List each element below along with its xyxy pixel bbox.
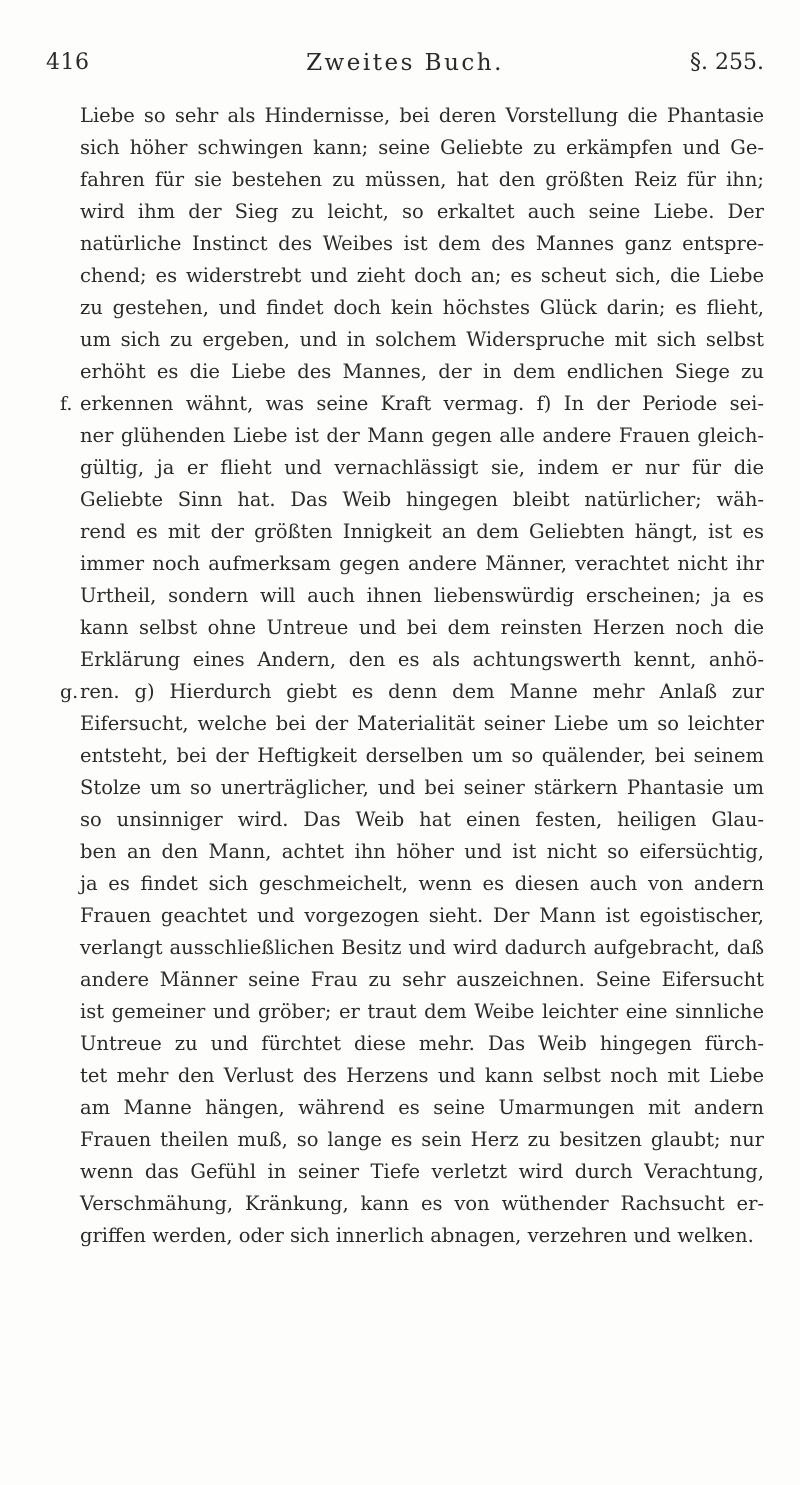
- running-title: Zweites Buch.: [306, 50, 504, 76]
- section-number: §. 255.: [690, 50, 764, 75]
- text-line: wenn das Gefühl in seiner Tiefe verletzt wird durch Verachtung,: [80, 1160, 764, 1183]
- text-line-with-note: [60, 676, 764, 708]
- text-line: chend; es widerstrebt und zieht doch an; es scheut sich, die Liebe: [80, 264, 764, 287]
- text-line: Erklärung eines Andern, den es als achtungswerth kennt, anhö-: [80, 648, 764, 671]
- text-line: ner glühenden Liebe ist der Mann gegen alle andere Frauen gleich-: [80, 424, 764, 447]
- text-line-with-note: [60, 388, 764, 420]
- margin-note-f: f.: [60, 393, 73, 415]
- text-line: sich höher schwingen kann; seine Geliebte zu erkämpfen und Ge-: [80, 136, 764, 159]
- text-line: kann selbst ohne Untreue und bei dem reinsten Herzen noch die: [80, 616, 764, 639]
- text-line: verlangt ausschließlichen Besitz und wird dadurch aufgebracht, daß: [80, 936, 764, 959]
- text-line: Untreue zu und fürchtet diese mehr. Das Weib hingegen fürch-: [80, 1032, 764, 1055]
- text-line: Urtheil, sondern will auch ihnen liebenswürdig erscheinen; ja es: [80, 584, 764, 607]
- text-line: Geliebte Sinn hat. Das Weib hingegen bleibt natürlicher; wäh-: [80, 488, 764, 511]
- text-line: entsteht, bei der Heftigkeit derselben um so quälender, bei seinem: [80, 744, 764, 767]
- text-line: ren. g) Hierdurch giebt es denn dem Manne mehr Anlaß zur: [80, 680, 764, 703]
- text-line: ja es findet sich geschmeichelt, wenn es diesen auch von andern: [80, 872, 764, 895]
- text-line: Stolze um so unerträglicher, und bei seiner stärkern Phantasie um: [80, 776, 764, 799]
- text-line: erhöht es die Liebe des Mannes, der in dem endlichen Siege zu: [80, 360, 764, 383]
- text-line: natürliche Instinct des Weibes ist dem des Mannes ganz entspre-: [80, 232, 764, 255]
- text-line: Liebe so sehr als Hindernisse, bei deren Vorstellung die Phantasie: [80, 104, 764, 127]
- text-line: gültig, ja er flieht und vernachlässigt sie, indem er nur für die: [80, 456, 764, 479]
- text-line: wird ihm der Sieg zu leicht, so erkaltet auch seine Liebe. Der: [80, 200, 764, 223]
- text-line: ben an den Mann, achtet ihn höher und ist nicht so eifersüchtig,: [80, 840, 764, 863]
- text-line: am Manne hängen, während es seine Umarmungen mit andern: [80, 1096, 764, 1119]
- text-line: Frauen geachtet und vorgezogen sieht. Der Mann ist egoistischer,: [80, 904, 764, 927]
- text-line: so unsinniger wird. Das Weib hat einen festen, heiligen Glau-: [80, 808, 764, 831]
- margin-note-g: g.: [60, 681, 79, 703]
- page-number: 416: [46, 50, 90, 75]
- text-line: immer noch aufmerksam gegen andere Männer, verachtet nicht ihr: [80, 552, 764, 575]
- text-line: zu gestehen, und findet doch kein höchstes Glück darin; es flieht,: [80, 296, 764, 319]
- text-line: fahren für sie bestehen zu müssen, hat den größten Reiz für ihn;: [80, 168, 764, 191]
- body-text: [60, 100, 764, 1252]
- text-line: Verschmähung, Kränkung, kann es von wüthender Rachsucht er-: [80, 1192, 764, 1215]
- text-line: rend es mit der größten Innigkeit an dem Geliebten hängt, ist es: [80, 520, 764, 543]
- text-line: um sich zu ergeben, und in solchem Widerspruche mit sich selbst: [80, 328, 764, 351]
- text-line: erkennen wähnt, was seine Kraft vermag. f) In der Periode sei-: [80, 392, 764, 415]
- text-line: griffen werden, oder sich innerlich abnagen, verzehren und welken.: [80, 1224, 754, 1247]
- text-line: tet mehr den Verlust des Herzens und kann selbst noch mit Liebe: [80, 1064, 764, 1087]
- text-line: ist gemeiner und gröber; er traut dem Weibe leichter eine sinnliche: [80, 1000, 764, 1023]
- text-line: Frauen theilen muß, so lange es sein Herz zu besitzen glaubt; nur: [80, 1128, 764, 1151]
- text-line: andere Männer seine Frau zu sehr auszeichnen. Seine Eifersucht: [80, 968, 764, 991]
- page-header: [46, 50, 764, 90]
- text-line: Eifersucht, welche bei der Materialität seiner Liebe um so leichter: [80, 712, 764, 735]
